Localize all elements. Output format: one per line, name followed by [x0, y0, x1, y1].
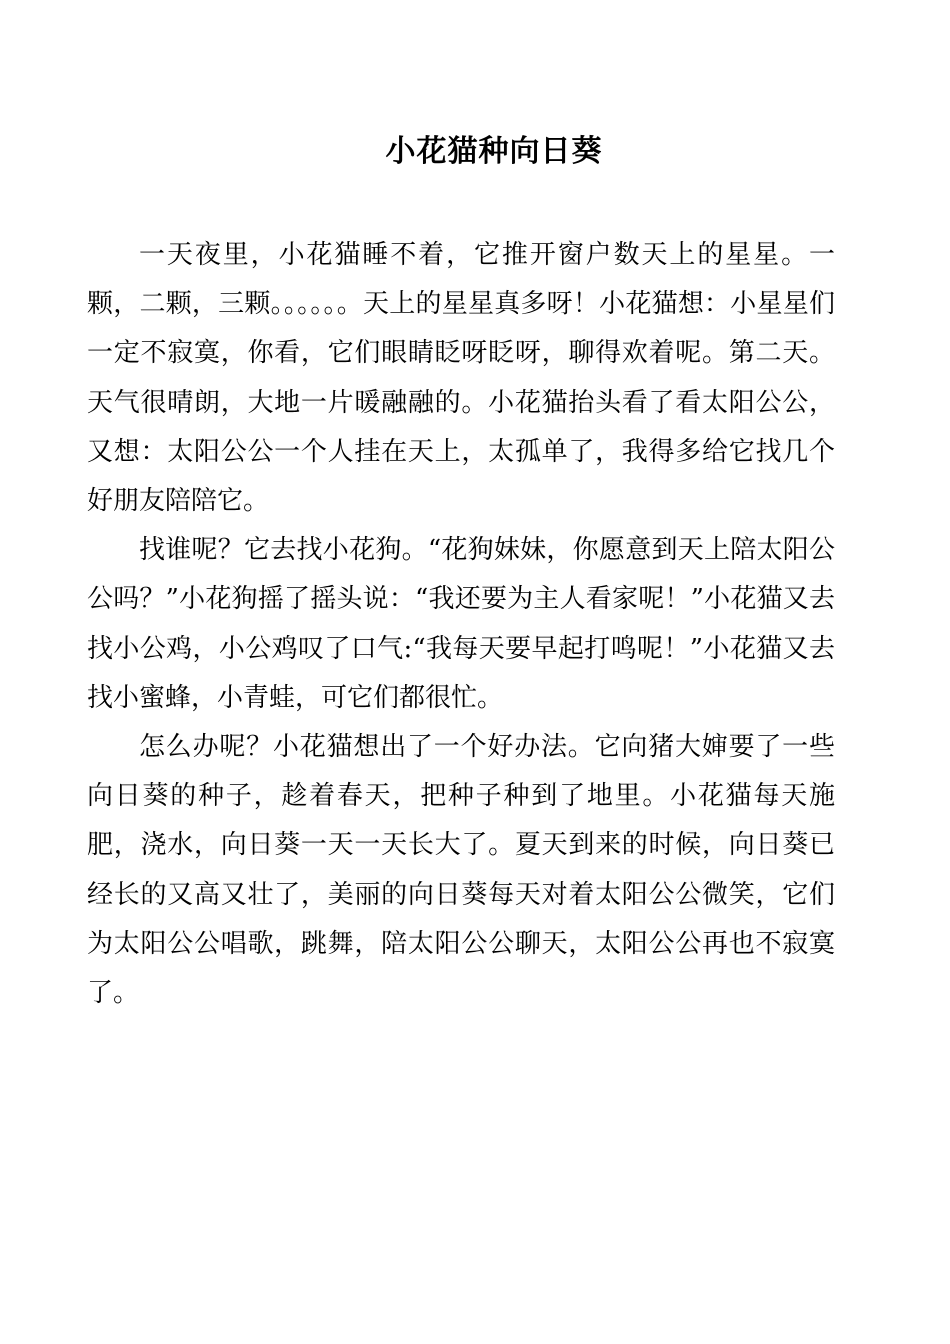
- paragraph: 找谁呢？它去找小花狗。“花狗妹妹，你愿意到天上陪太阳公公吗？”小花狗摇了摇头说：“我还要为主人看家呢！”小花猫又去找小公鸡，小公鸡叹了口气:“我每天要早起打鸣呢！”小花猫又去找小蜜蜂，小青蛙，可它们都很忙。: [87, 535, 835, 713]
- paragraph: 一天夜里，小花猫睡不着，它推开窗户数天上的星星。一颗，二颗，三颗。。。。。。天上的星星真多呀！小花猫想：小星星们一定不寂寞，你看，它们眼睛眨呀眨呀，聊得欢着呢。第二天。天气很晴朗，大地一片暖融融的。小花猫抬头看了看太阳公公，又想：太阳公公一个人挂在天上，太孤单了，我得多给它找几个好朋友陪陪它。: [87, 240, 835, 517]
- paragraph: 怎么办呢？小花猫想出了一个好办法。它向猪大婶要了一些向日葵的种子，趁着春天，把种子种到了地里。小花猫每天施肥，浇水，向日葵一天一天长大了。夏天到来的时候，向日葵已经长的又高又壮了，美丽的向日葵每天对着太阳公公微笑，它们为太阳公公唱歌，跳舞，陪太阳公公聊天，太阳公公再也不寂寞了。: [87, 732, 835, 1009]
- document-body: [87, 231, 835, 1018]
- document-title: 小花猫种向日葵: [385, 134, 603, 169]
